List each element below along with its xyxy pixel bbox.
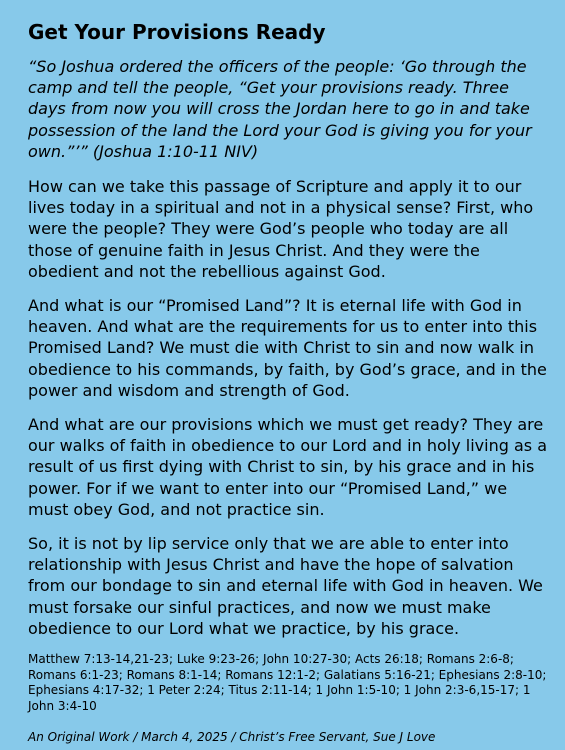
paragraph-4: So, it is not by lip service only that we are able to enter into relationship with Jesus Christ and have the hope of salvation from our bondage to sin and eternal life with God in heaven. We must forsake our sinful practices, and now we must make obedience to our Lord what we practice, by his grace.: [28, 534, 543, 638]
paragraph-2: And what is our “Promised Land”? It is eternal life with God in heaven. And what are the requirements for us to enter into this Promised Land? We must die with Christ to sin and now walk in obedience to his commands, by faith, by God’s grace, and in the power and wisdom and strength of God.: [28, 296, 547, 400]
paragraph-1: How can we take this passage of Scripture and apply it to our lives today in a spiritual and not in a physical sense? First, who were the people? They were God’s people who today are all those of genuine faith in Jesus Christ. And they were the obedient and not the rebellious against God.: [28, 177, 534, 281]
page-title: Get Your Provisions Ready: [28, 20, 326, 44]
paragraph-3: And what are our provisions which we must get ready? They are our walks of faith in obedience to our Lord and in holy living as a result of us first dying with Christ to sin, by his grace and in his power. For if we want to enter into our “Promised Land,” we must obey God, and not practice sin.: [28, 415, 547, 519]
author-footer: An Original Work / March 4, 2025 / Christ’s Free Servant, Sue J Love: [28, 729, 436, 744]
scripture-references: Matthew 7:13-14,21-23; Luke 9:23-26; John 10:27-30; Acts 26:18; Romans 2:6-8; Romans 6:1-23; Romans 8:1-14; Romans 12:1-2; Galatians 5:16-21; Ephesians 2:8-10; Ephesians 4:17-32; 1 Peter 2:24; Titus 2:11-14; 1 John 1:5-10; 1 John 2:3-6,15-17; 1 John 3:4-10: [28, 652, 547, 714]
scripture-quote: “So Joshua ordered the officers of the people: ‘Go through the camp and tell the people, “Get your provisions ready. Three days from now you will cross the Jordan here to go in and take possession of the land the Lord your God is giving you for your own.”’” (Joshua 1:10-11 NIV): [28, 57, 532, 161]
